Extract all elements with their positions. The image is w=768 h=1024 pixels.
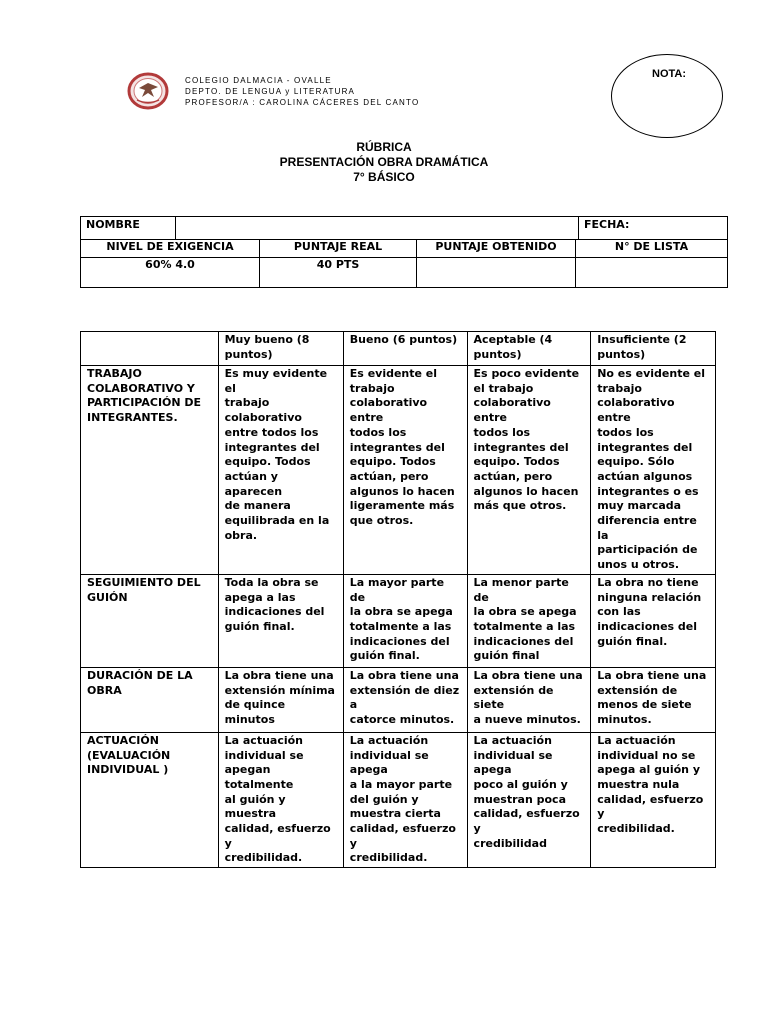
- rubric-header-insuficiente: Insuficiente (2 puntos): [591, 332, 716, 366]
- school-header: [185, 75, 419, 108]
- table-row: [81, 732, 716, 867]
- table-cell: La actuación individual se apega a la mayor parte del guión y muestra cierta calidad, esfuerzo y credibilidad.: [343, 732, 467, 867]
- department: DEPTO. DE LENGUA y LITERATURA: [185, 87, 356, 96]
- table-row: [81, 667, 716, 732]
- grade-circle: [611, 54, 723, 138]
- table-cell: Es muy evidente el trabajo colaborativo entre todos los integrantes del equipo. Todos actúan y aparecen de manera equilibrada en la obra.: [218, 366, 343, 575]
- teacher: PROFESOR/A : CAROLINA CÁCERES DEL CANTO: [185, 98, 420, 107]
- name-field[interactable]: [176, 217, 579, 240]
- table-cell: La obra no tiene ninguna relación con las indicaciones del guión final.: [591, 574, 716, 667]
- table-row: [81, 366, 716, 575]
- date-label: FECHA:: [579, 217, 728, 240]
- table-cell: La actuación individual no se apega al guión y muestra nula calidad, esfuerzo y credibilidad.: [591, 732, 716, 867]
- rubric-header-aceptable: Aceptable (4 puntos): [467, 332, 591, 366]
- header-puntaje-obtenido: PUNTAJE OBTENIDO: [417, 240, 576, 258]
- rubric-table: [80, 331, 716, 868]
- criterion-trabajo: TRABAJO COLABORATIVO Y PARTICIPACIÓN DE INTEGRANTES.: [81, 366, 219, 575]
- header-lista: N° DE LISTA: [576, 240, 728, 258]
- table-cell: La obra tiene una extensión de diez a catorce minutos.: [343, 667, 467, 732]
- table-cell: Toda la obra se apega a las indicaciones del guión final.: [218, 574, 343, 667]
- score-table: [80, 239, 728, 288]
- rubric-header-row: [81, 332, 716, 366]
- criterion-actuacion: ACTUACIÓN (EVALUACIÓN INDIVIDUAL ): [81, 732, 219, 867]
- table-cell: Es evidente el trabajo colaborativo entre todos los integrantes del equipo. Todos actúan, pero algunos lo hacen ligeramente más que otros.: [343, 366, 467, 575]
- table-cell: La actuación individual se apega poco al guión y muestran poca calidad, esfuerzo y credibilidad: [467, 732, 591, 867]
- value-puntaje-obtenido[interactable]: [417, 258, 576, 288]
- title-presentation: PRESENTACIÓN OBRA DRAMÁTICA: [279, 155, 489, 169]
- table-cell: La obra tiene una extensión de siete a nueve minutos.: [467, 667, 591, 732]
- value-exigencia: 60% 4.0: [81, 258, 260, 288]
- rubric-header-bueno: Bueno (6 puntos): [343, 332, 467, 366]
- table-cell: La obra tiene una extensión mínima de quince minutos: [218, 667, 343, 732]
- rubric-header-muy-bueno: Muy bueno (8 puntos): [218, 332, 343, 366]
- grade-label: NOTA:: [652, 68, 687, 80]
- rubric-header-criterion: [81, 332, 219, 366]
- value-puntaje-real: 40 PTS: [260, 258, 417, 288]
- criterion-duracion: DURACIÓN DE LA OBRA: [81, 667, 219, 732]
- student-info-table: [80, 216, 728, 240]
- name-label: NOMBRE: [81, 217, 176, 240]
- school-logo: [127, 72, 169, 110]
- table-cell: La obra tiene una extensión de menos de siete minutos.: [591, 667, 716, 732]
- title-rubrica: RÚBRICA: [356, 140, 412, 154]
- criterion-seguimiento: SEGUIMIENTO DEL GUIÓN: [81, 574, 219, 667]
- table-cell: No es evidente el trabajo colaborativo entre todos los integrantes del equipo. Sólo actúan algunos integrantes o es muy marcada diferencia entre la participación de unos u otros.: [591, 366, 716, 575]
- header-puntaje-real: PUNTAJE REAL: [260, 240, 417, 258]
- document-title: [0, 140, 768, 185]
- table-cell: La mayor parte de la obra se apega totalmente a las indicaciones del guión final.: [343, 574, 467, 667]
- table-cell: La menor parte de la obra se apega totalmente a las indicaciones del guión final: [467, 574, 591, 667]
- value-lista[interactable]: [576, 258, 728, 288]
- table-cell: Es poco evidente el trabajo colaborativo entre todos los integrantes del equipo. Todos actúan, pero algunos lo hacen más que otros.: [467, 366, 591, 575]
- school-name: COLEGIO DALMACIA - OVALLE: [185, 76, 332, 85]
- header-exigencia: NIVEL DE EXIGENCIA: [81, 240, 260, 258]
- table-cell: La actuación individual se apegan totalmente al guión y muestra calidad, esfuerzo y credibilidad.: [218, 732, 343, 867]
- table-row: [81, 574, 716, 667]
- title-grade: 7° BÁSICO: [353, 170, 415, 184]
